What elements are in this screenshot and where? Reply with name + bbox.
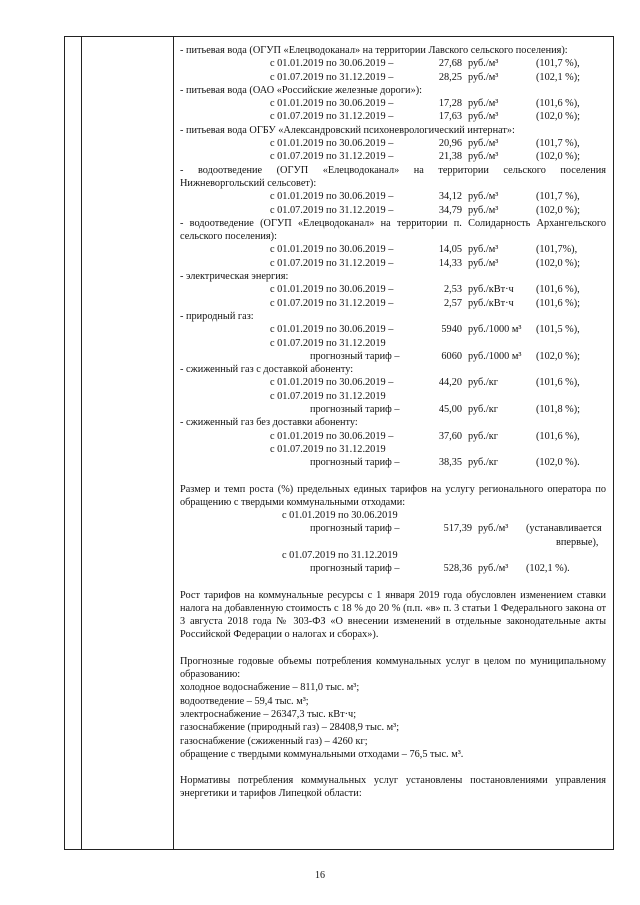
- regop-value-1: 517,39: [443, 523, 472, 535]
- tariff-value: 45,00: [438, 404, 462, 416]
- tariff-value: 5940: [441, 324, 462, 336]
- tariff-unit: руб./м³: [468, 71, 499, 83]
- tariff-period: прогнозный тариф –: [310, 350, 400, 362]
- tariff-value: 21,38: [438, 151, 462, 163]
- regop-label-2: прогнозный тариф –: [310, 563, 400, 575]
- tariff-section-header: - электрическая энергия:: [180, 271, 289, 283]
- tariff-value: 14,33: [438, 257, 462, 269]
- regop-note-1a: (устанавливается: [526, 523, 602, 535]
- tariff-value: 38,35: [438, 457, 462, 469]
- tariff-section-header: - водоотведение (ОГУП «Елецводоканал» на территории сельского поселения Нижневоргольский сельсовет):: [180, 164, 606, 189]
- regional-operator-block: [180, 483, 606, 576]
- tariff-section-header: - питьевая вода (ОГУП «Елецводоканал» на территории Лавского сельского поселения):: [180, 45, 568, 56]
- tariff-period: с 01.01.2019 по 30.06.2019 –: [270, 324, 394, 336]
- tariff-row: [180, 150, 606, 163]
- tariff-unit: руб./кВт·ч: [468, 297, 514, 309]
- tariff-unit: руб./м³: [468, 191, 499, 203]
- regop-period-2: с 01.07.2019 по 31.12.2019: [282, 549, 398, 561]
- column-divider-1: [81, 37, 82, 849]
- volumes-intro: Прогнозные годовые объемы потребления коммунальных услуг в целом по муниципальному образованию:: [180, 655, 606, 681]
- regop-value-2: 528,36: [443, 563, 472, 575]
- tariff-row: [180, 376, 606, 389]
- volume-item: электроснабжение – 26347,3 тыс. кВт·ч;: [180, 708, 357, 720]
- tariff-pct: (101,7 %),: [536, 191, 580, 203]
- tariff-period: с 01.07.2019 по 31.12.2019 –: [270, 71, 394, 83]
- tariff-row: [180, 137, 606, 150]
- tariff-period: с 01.01.2019 по 30.06.2019 –: [270, 191, 394, 203]
- tariff-unit: руб./м³: [468, 111, 499, 123]
- volume-item: газоснабжение (природный газ) – 28408,9 тыс. м³;: [180, 722, 400, 734]
- tariff-period: с 01.07.2019 по 31.12.2019 –: [270, 297, 394, 309]
- tariff-pct: (102,0 %);: [536, 257, 581, 269]
- tariff-unit: руб./кВт·ч: [468, 284, 514, 296]
- tariff-pct: (101,6 %),: [536, 430, 580, 442]
- tariff-value: 14,05: [438, 244, 462, 256]
- tariff-period: с 01.01.2019 по 30.06.2019 –: [270, 430, 394, 442]
- tariff-pct: (102,1 %);: [536, 71, 581, 83]
- tariff-value: 34,12: [438, 191, 462, 203]
- tariff-period: с 01.07.2019 по 31.12.2019 –: [270, 151, 394, 163]
- column-divider-2: [173, 37, 174, 849]
- tariff-row: [180, 190, 606, 203]
- tariff-pct: (102,0 %);: [536, 204, 581, 216]
- tariff-pct: (102,0 %);: [536, 111, 581, 123]
- tariff-period: с 01.07.2019 по 31.12.2019: [270, 443, 386, 455]
- tariff-row: [180, 97, 606, 110]
- tariff-row: [180, 430, 606, 443]
- tariff-unit: руб./м³: [468, 138, 499, 150]
- tariff-value: 44,20: [438, 377, 462, 389]
- tariff-period: с 01.01.2019 по 30.06.2019 –: [270, 284, 394, 296]
- norms-paragraph: Нормативы потребления коммунальных услуг установлены постановлениями управления энергетики и тарифов Липецкой области:: [180, 775, 606, 800]
- volumes-list: [180, 681, 606, 761]
- tariff-value: 37,60: [438, 430, 462, 442]
- tariff-row: [180, 57, 606, 70]
- tariff-value: 20,96: [438, 138, 462, 150]
- tariff-row: [180, 390, 606, 403]
- tariff-value: 17,28: [438, 98, 462, 110]
- tariff-value: 2,53: [443, 284, 462, 296]
- tariff-row: [180, 323, 606, 336]
- tariff-period: с 01.07.2019 по 31.12.2019 –: [270, 257, 394, 269]
- tariff-value: 34,79: [438, 204, 462, 216]
- tariff-row: [180, 110, 606, 123]
- page-number: 16: [315, 870, 325, 881]
- tariff-period: прогнозный тариф –: [310, 404, 400, 416]
- tariff-unit: руб./м³: [468, 151, 499, 163]
- volume-item: водоотведение – 59,4 тыс. м³;: [180, 695, 309, 707]
- tariff-section-header: - водоотведение (ОГУП «Елецводоканал» на территории п. Солидарность Архангельского сельского поселения):: [180, 217, 606, 243]
- tariff-pct: (101,7 %),: [536, 138, 580, 150]
- tariff-row: [180, 337, 606, 350]
- tariff-unit: руб./1000 м³: [468, 350, 522, 362]
- tariff-section-header: - природный газ:: [180, 310, 254, 322]
- document-content: [180, 44, 606, 801]
- regop-unit-1: руб./м³: [478, 523, 509, 535]
- tariff-unit: руб./кг: [468, 377, 498, 389]
- regop-intro: Размер и темп роста (%) предельных единых тарифов на услугу регионального оператора по обращению с твердыми коммунальными отходами:: [180, 483, 606, 508]
- tariff-unit: руб./м³: [468, 244, 499, 256]
- tariff-value: 2,57: [443, 297, 462, 309]
- tariff-section-header: - сжиженный газ с доставкой абоненту:: [180, 364, 354, 376]
- tariff-period: с 01.07.2019 по 31.12.2019: [270, 337, 386, 349]
- volume-item: газоснабжение (сжиженный газ) – 4260 кг;: [180, 735, 368, 747]
- tariff-unit: руб./м³: [468, 257, 499, 269]
- tariff-pct: (102,0 %);: [536, 151, 581, 163]
- tariff-pct: (102,0 %);: [536, 350, 581, 362]
- tariff-unit: руб./кг: [468, 404, 498, 416]
- forecast-tariff-row: [180, 350, 606, 363]
- tariff-pct: (102,0 %).: [536, 457, 580, 469]
- tariff-pct: (101,8 %);: [536, 404, 581, 416]
- tariff-row: [180, 243, 606, 256]
- tariff-pct: (101,6 %),: [536, 98, 580, 110]
- tariff-period: с 01.01.2019 по 30.06.2019 –: [270, 98, 394, 110]
- tariff-period: с 01.01.2019 по 30.06.2019 –: [270, 244, 394, 256]
- tariff-period: прогнозный тариф –: [310, 457, 400, 469]
- volume-item: холодное водоснабжение – 811,0 тыс. м³;: [180, 682, 360, 694]
- tariff-unit: руб./м³: [468, 58, 499, 70]
- regop-label-1: прогнозный тариф –: [310, 523, 400, 535]
- volumes-block: [180, 655, 606, 761]
- regop-pct-2: (102,1 %).: [526, 563, 570, 575]
- forecast-tariff-row: [180, 456, 606, 469]
- tariff-value: 27,68: [438, 58, 462, 70]
- regop-period-1: с 01.01.2019 по 30.06.2019: [282, 510, 398, 522]
- tariff-unit: руб./кг: [468, 457, 498, 469]
- tariff-row: [180, 283, 606, 296]
- tariff-row: [180, 204, 606, 217]
- tariff-section-header: - сжиженный газ без доставки абоненту:: [180, 417, 358, 429]
- forecast-tariff-row: [180, 403, 606, 416]
- tariff-unit: руб./м³: [468, 204, 499, 216]
- tariff-period: с 01.07.2019 по 31.12.2019 –: [270, 111, 394, 123]
- tariff-unit: руб./1000 м³: [468, 324, 522, 336]
- tariff-row: [180, 71, 606, 84]
- tariff-unit: руб./м³: [468, 98, 499, 110]
- tariff-value: 28,25: [438, 71, 462, 83]
- tariff-period: с 01.01.2019 по 30.06.2019 –: [270, 58, 394, 70]
- volume-item: обращение с твердыми коммунальными отходами – 76,5 тыс. м³.: [180, 748, 464, 760]
- tariff-unit: руб./кг: [468, 430, 498, 442]
- tariff-value: 6060: [441, 350, 462, 362]
- tariff-period: с 01.07.2019 по 31.12.2019 –: [270, 204, 394, 216]
- regop-unit-2: руб./м³: [478, 563, 509, 575]
- tariff-value: 17,63: [438, 111, 462, 123]
- tariff-list: [180, 44, 606, 470]
- tariff-section-header: - питьевая вода ОГБУ «Александровский психоневрологический интернат»:: [180, 124, 515, 136]
- tariff-pct: (101,7 %),: [536, 58, 580, 70]
- tariff-row: [180, 257, 606, 270]
- tariff-period: с 01.01.2019 по 30.06.2019 –: [270, 377, 394, 389]
- tariff-pct: (101,6 %);: [536, 297, 581, 309]
- tariff-pct: (101,5 %),: [536, 324, 580, 336]
- tariff-period: с 01.07.2019 по 31.12.2019: [270, 390, 386, 402]
- growth-paragraph: Рост тарифов на коммунальные ресурсы с 1 января 2019 года обусловлен изменением ставки налога на добавленную стоимость с 18 % до 20 % (п.п. «в» п. 3 статьи 1 Федерального закона от 3 августа 2018 года № 303-ФЗ «О внесении изменений в отдельные законодательные акты Российской Федерации о налогах и сборах»).: [180, 589, 606, 641]
- tariff-section-header: - питьевая вода (ОАО «Российские железные дороги»):: [180, 84, 423, 96]
- tariff-row: [180, 443, 606, 456]
- tariff-pct: (101,6 %),: [536, 377, 580, 389]
- regop-note-1b: впервые),: [556, 536, 599, 548]
- tariff-pct: (101,7%),: [536, 244, 578, 256]
- tariff-row: [180, 297, 606, 310]
- tariff-pct: (101,6 %),: [536, 284, 580, 296]
- tariff-period: с 01.01.2019 по 30.06.2019 –: [270, 138, 394, 150]
